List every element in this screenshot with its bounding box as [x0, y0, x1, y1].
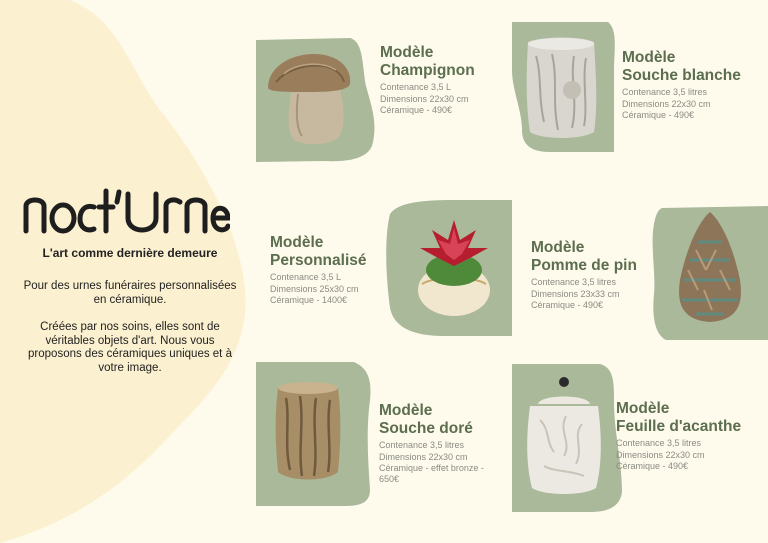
golden-stump-urn-image: [272, 380, 344, 484]
product-capacity: Contenance 3,5 litres: [622, 87, 708, 97]
product-title-line1: Modèle: [379, 402, 433, 419]
product-title-line1: Modèle: [380, 44, 434, 61]
product-price: Céramique - 1400€: [270, 295, 348, 305]
product-champignon: [380, 44, 510, 116]
acanthus-leaf-urn-image: [524, 376, 604, 496]
product-feuille-acanthe: [616, 400, 766, 472]
white-stump-urn-image: [522, 36, 600, 140]
product-capacity: Contenance 3,5 L: [270, 272, 342, 282]
product-title-line2: Souche blanche: [622, 67, 741, 84]
intro-paragraph-1: Pour des urnes funéraires personnalisées en céramique.: [23, 280, 237, 306]
product-title-line1: Modèle: [531, 239, 585, 256]
intro-paragraph-2: Créées par nos soins, elles sont de véritables objets d'art. Nous vous proposons des céramiques uniques et à votre image.: [28, 321, 232, 374]
product-title-line2: Personnalisé: [270, 252, 367, 269]
product-title-line2: Champignon: [380, 62, 475, 79]
product-capacity: Contenance 3,5 litres: [616, 438, 702, 448]
product-dimensions: Dimensions 22x30 cm: [379, 451, 468, 462]
product-dimensions: Dimensions 23x33 cm: [531, 288, 620, 299]
product-title-line1: Modèle: [622, 49, 676, 66]
product-capacity: Contenance 3,5 litres: [379, 440, 465, 450]
product-capacity: Contenance 3,5 litres: [531, 277, 617, 287]
personalized-urn-image: [414, 214, 494, 318]
product-souche-dore: [379, 402, 503, 484]
product-price: Céramique - 490€: [531, 300, 604, 310]
product-personnalise: [270, 234, 384, 306]
product-price: Céramique - 490€: [622, 110, 695, 120]
product-souche-blanche: [622, 49, 766, 121]
mushroom-urn-image: [264, 52, 352, 146]
product-dimensions: Dimensions 22x30 cm: [380, 93, 469, 104]
product-title-line2: Souche doré: [379, 420, 473, 437]
product-pomme-de-pin: [531, 239, 651, 311]
product-price: Céramique - effet bronze - 650€: [379, 463, 484, 484]
product-price: Céramique - 490€: [616, 461, 689, 471]
product-title-line1: Modèle: [270, 234, 324, 251]
brand-logo: [20, 186, 230, 236]
product-title-line2: Pomme de pin: [531, 257, 637, 274]
product-dimensions: Dimensions 25x30 cm: [270, 283, 359, 294]
intro-text: [22, 280, 238, 389]
brand-tagline: L'art comme dernière demeure: [42, 246, 218, 260]
product-dimensions: Dimensions 22x30 cm: [622, 98, 711, 109]
product-title-line2: Feuille d'acanthe: [616, 418, 742, 435]
product-capacity: Contenance 3,5 L: [380, 82, 452, 92]
pine-cone-urn-image: [676, 210, 744, 326]
product-title-line1: Modèle: [616, 400, 670, 417]
product-dimensions: Dimensions 22x30 cm: [616, 449, 705, 460]
product-price: Céramique - 490€: [380, 105, 453, 115]
